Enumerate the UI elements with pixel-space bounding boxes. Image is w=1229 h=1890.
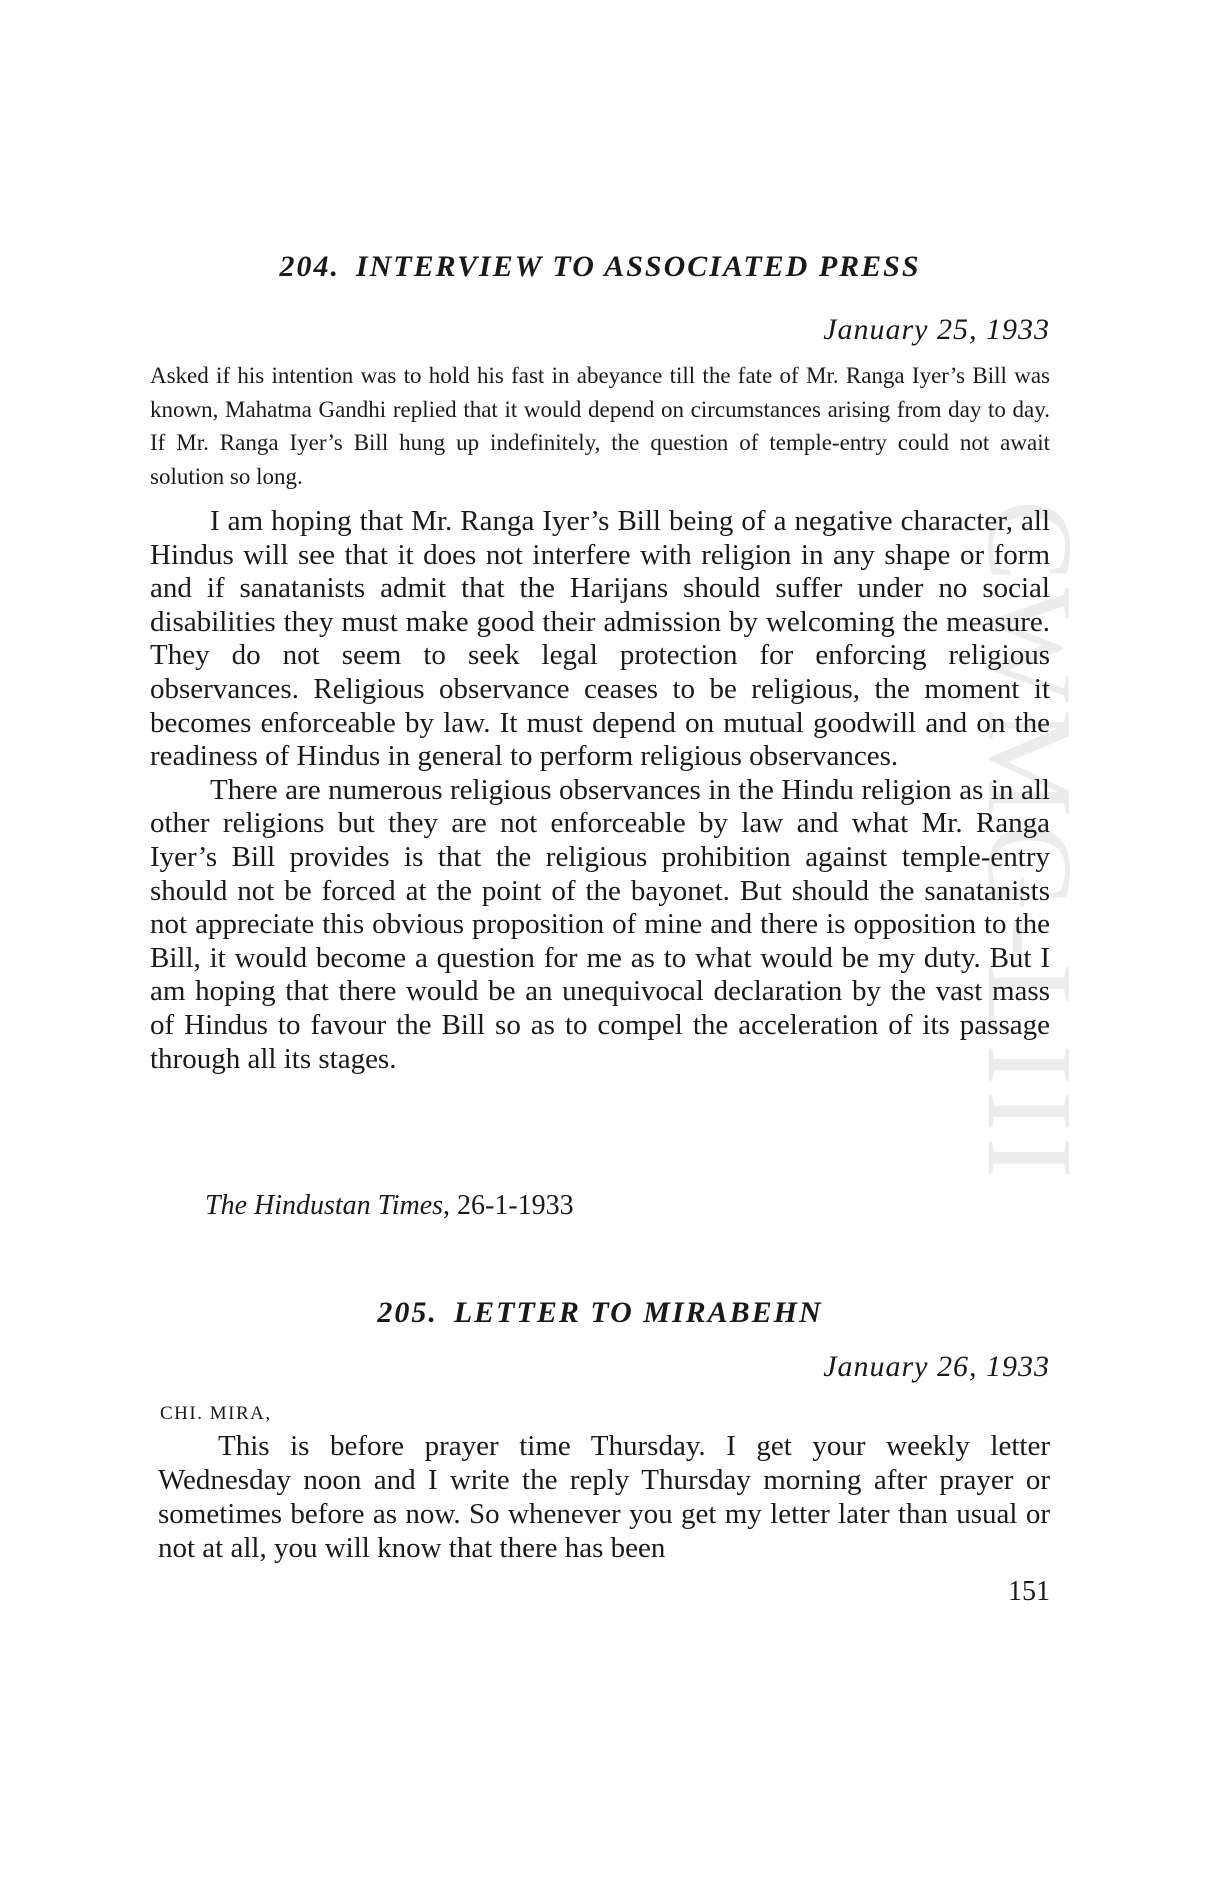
letter-paragraph: This is before prayer time Thursday. I get your weekly letter Wednesday noon and I write the reply Thursday morning after prayer or sometimes before as now. So whenever you get my letter later than usual or not at all, you will know that there has been: [158, 1430, 1050, 1564]
section-204-date: January 25, 1933: [823, 313, 1050, 346]
source-publication: The Hindustan Times: [205, 1190, 444, 1221]
body-paragraph: I am hoping that Mr. Ranga Iyer’s Bill being of a negative character, all Hindus will see that it does not interfere with religion in any shape or form and if sanatanists admit that the Harijans should suffer under no social disabilities they must make good their admission by welcoming the measure. They do not seem to seek legal protection for enforcing religious observances. Religious observance ceases to be religious, the moment it becomes enforceable by law. It must depend on mutual goodwill and on the readiness of Hindus in general to perform religious observances.: [150, 505, 1050, 773]
section-title: LETTER TO MIRABEHN: [453, 1296, 823, 1329]
watermark: CWMG-LIII: [962, 500, 1097, 1185]
source-date: , 26-1-1933: [443, 1190, 574, 1221]
section-204-body: [150, 505, 1050, 1076]
section-204-heading: [150, 250, 1050, 284]
section-title: INTERVIEW TO ASSOCIATED PRESS: [355, 250, 921, 283]
section-204-intro: Asked if his intention was to hold his fast in abeyance till the fate of Mr. Ranga Iyer’s Bill was known, Mahatma Gandhi replied that it would depend on circumstances arising from day to day. If Mr. Ranga Iyer’s Bill hung up indefinitely, the question of temple-entry could not await solution so long.: [150, 363, 1050, 489]
section-205-date: January 26, 1933: [823, 1350, 1050, 1383]
body-paragraph: There are numerous religious observances in the Hindu religion as in all other religions but they are not enforceable by law and what Mr. Ranga Iyer’s Bill provides is that the religious prohibition against temple-entry should not be forced at the point of the bayonet. But should the sanatanists not appreciate this obvious proposition of mine and there is opposition to the Bill, it would become a question for me as to what would be my duty. But I am hoping that there would be an unequivocal declaration by the vast mass of Hindus to favour the Bill so as to compel the acceleration of its passage through all its stages.: [150, 773, 1050, 1075]
section-number: 204.: [279, 250, 340, 283]
letter-salutation: CHI. MIRA,: [160, 1403, 272, 1424]
section-205-heading: [150, 1296, 1050, 1330]
section-number: 205.: [377, 1296, 438, 1329]
section-204-source: [205, 1190, 574, 1222]
page-number: 151: [1008, 1576, 1050, 1607]
section-205-body: [158, 1429, 1050, 1565]
